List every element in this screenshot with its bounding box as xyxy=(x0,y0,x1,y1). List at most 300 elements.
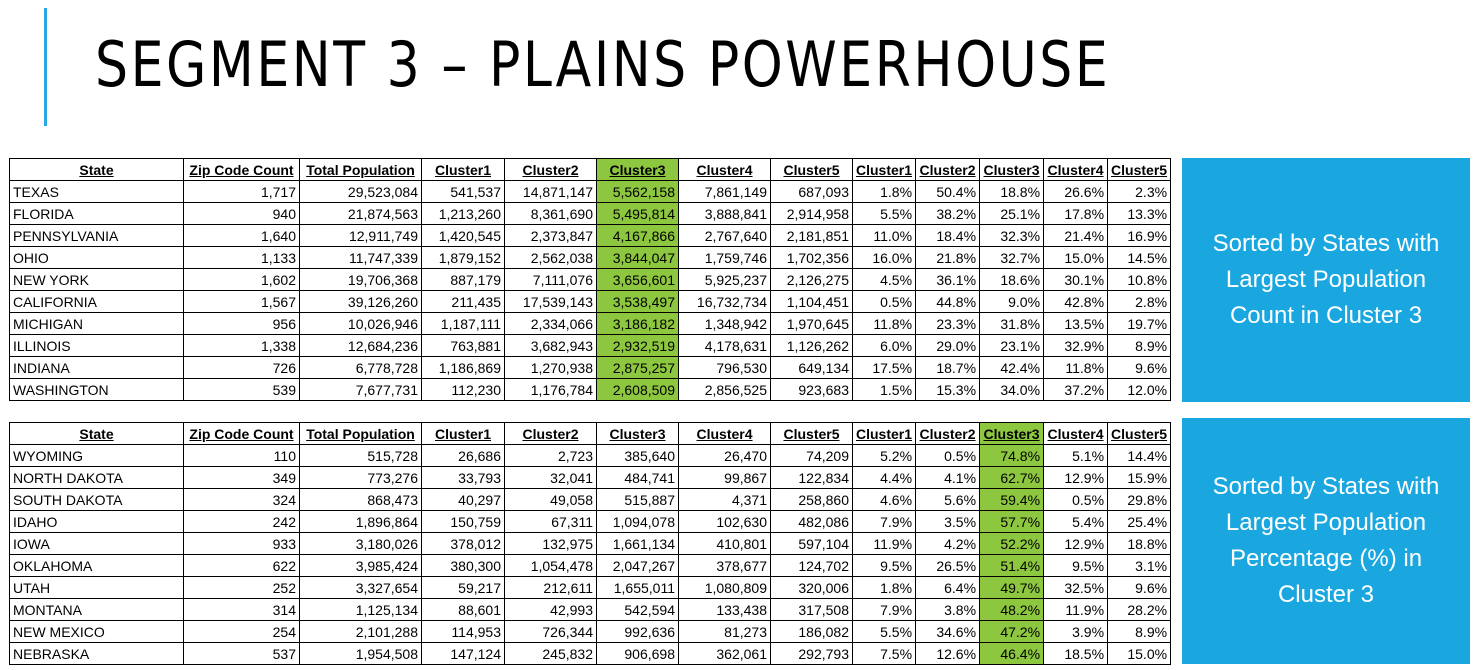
column-header: Total Population xyxy=(300,423,422,445)
value-cell: 8.9% xyxy=(1108,621,1171,643)
value-cell: 42.4% xyxy=(980,357,1044,379)
value-cell: 74,209 xyxy=(771,445,853,467)
value-cell: 17.5% xyxy=(853,357,916,379)
value-cell: 4.1% xyxy=(916,467,980,489)
value-cell: 15.9% xyxy=(1108,467,1171,489)
value-cell: 3.1% xyxy=(1108,555,1171,577)
value-cell: 212,611 xyxy=(505,577,597,599)
value-cell: 47.2% xyxy=(980,621,1044,643)
value-cell: 3,844,047 xyxy=(597,247,679,269)
value-cell: 622 xyxy=(184,555,300,577)
state-cell: UTAH xyxy=(10,577,184,599)
column-header: Cluster1 xyxy=(853,423,916,445)
value-cell: 1,717 xyxy=(184,181,300,203)
value-cell: 50.4% xyxy=(916,181,980,203)
value-cell: 2.3% xyxy=(1108,181,1171,203)
value-cell: 2,856,525 xyxy=(679,379,771,401)
value-cell: 2,101,288 xyxy=(300,621,422,643)
state-cell: NORTH DAKOTA xyxy=(10,467,184,489)
value-cell: 19.7% xyxy=(1108,313,1171,335)
value-cell: 5.1% xyxy=(1044,445,1108,467)
value-cell: 4.5% xyxy=(853,269,916,291)
table-top-by-count xyxy=(9,158,1171,401)
state-cell: IOWA xyxy=(10,533,184,555)
value-cell: 25.4% xyxy=(1108,511,1171,533)
value-cell: 10.8% xyxy=(1108,269,1171,291)
value-cell: 1,338 xyxy=(184,335,300,357)
value-cell: 940 xyxy=(184,203,300,225)
value-cell: 726 xyxy=(184,357,300,379)
value-cell: 597,104 xyxy=(771,533,853,555)
table-row xyxy=(10,357,1171,379)
value-cell: 1,213,260 xyxy=(422,203,505,225)
value-cell: 9.0% xyxy=(980,291,1044,313)
table-row xyxy=(10,335,1171,357)
value-cell: 29.8% xyxy=(1108,489,1171,511)
value-cell: 3,985,424 xyxy=(300,555,422,577)
value-cell: 150,759 xyxy=(422,511,505,533)
table-row xyxy=(10,181,1171,203)
value-cell: 16.0% xyxy=(853,247,916,269)
value-cell: 81,273 xyxy=(679,621,771,643)
value-cell: 11.0% xyxy=(853,225,916,247)
value-cell: 52.2% xyxy=(980,533,1044,555)
column-header: Cluster3 xyxy=(597,159,679,181)
value-cell: 62.7% xyxy=(980,467,1044,489)
value-cell: 1,094,078 xyxy=(597,511,679,533)
value-cell: 17.8% xyxy=(1044,203,1108,225)
value-cell: 14.5% xyxy=(1108,247,1171,269)
value-cell: 21.8% xyxy=(916,247,980,269)
column-header: Cluster1 xyxy=(422,423,505,445)
state-cell: NEW MEXICO xyxy=(10,621,184,643)
value-cell: 211,435 xyxy=(422,291,505,313)
value-cell: 385,640 xyxy=(597,445,679,467)
value-cell: 726,344 xyxy=(505,621,597,643)
column-header: State xyxy=(10,159,184,181)
value-cell: 23.3% xyxy=(916,313,980,335)
value-cell: 773,276 xyxy=(300,467,422,489)
value-cell: 3,656,601 xyxy=(597,269,679,291)
value-cell: 515,728 xyxy=(300,445,422,467)
value-cell: 14.4% xyxy=(1108,445,1171,467)
value-cell: 57.7% xyxy=(980,511,1044,533)
value-cell: 18.8% xyxy=(980,181,1044,203)
value-cell: 539 xyxy=(184,379,300,401)
value-cell: 36.1% xyxy=(916,269,980,291)
value-cell: 649,134 xyxy=(771,357,853,379)
state-cell: NEBRASKA xyxy=(10,643,184,665)
value-cell: 9.5% xyxy=(1044,555,1108,577)
value-cell: 314 xyxy=(184,599,300,621)
value-cell: 7,861,149 xyxy=(679,181,771,203)
value-cell: 4,371 xyxy=(679,489,771,511)
value-cell: 2,608,509 xyxy=(597,379,679,401)
value-cell: 3,538,497 xyxy=(597,291,679,313)
value-cell: 537 xyxy=(184,643,300,665)
value-cell: 34.6% xyxy=(916,621,980,643)
table-row xyxy=(10,555,1171,577)
title-accent-bar xyxy=(44,8,47,126)
state-cell: SOUTH DAKOTA xyxy=(10,489,184,511)
value-cell: 16.9% xyxy=(1108,225,1171,247)
table-row xyxy=(10,247,1171,269)
value-cell: 147,124 xyxy=(422,643,505,665)
value-cell: 1,567 xyxy=(184,291,300,313)
value-cell: 16,732,734 xyxy=(679,291,771,313)
value-cell: 6.0% xyxy=(853,335,916,357)
value-cell: 0.5% xyxy=(853,291,916,313)
value-cell: 4.6% xyxy=(853,489,916,511)
value-cell: 245,832 xyxy=(505,643,597,665)
value-cell: 1,187,111 xyxy=(422,313,505,335)
value-cell: 542,594 xyxy=(597,599,679,621)
table-row xyxy=(10,379,1171,401)
value-cell: 30.1% xyxy=(1044,269,1108,291)
table-row xyxy=(10,577,1171,599)
table-row xyxy=(10,621,1171,643)
value-cell: 1,896,864 xyxy=(300,511,422,533)
value-cell: 7,677,731 xyxy=(300,379,422,401)
value-cell: 26,686 xyxy=(422,445,505,467)
value-cell: 1,054,478 xyxy=(505,555,597,577)
value-cell: 32.5% xyxy=(1044,577,1108,599)
value-cell: 1,420,545 xyxy=(422,225,505,247)
value-cell: 2,932,519 xyxy=(597,335,679,357)
value-cell: 42.8% xyxy=(1044,291,1108,313)
value-cell: 2,373,847 xyxy=(505,225,597,247)
value-cell: 317,508 xyxy=(771,599,853,621)
value-cell: 23.1% xyxy=(980,335,1044,357)
value-cell: 12.6% xyxy=(916,643,980,665)
state-cell: TEXAS xyxy=(10,181,184,203)
column-header: Cluster5 xyxy=(1108,423,1171,445)
info-box-count xyxy=(1182,158,1470,402)
column-header: Cluster2 xyxy=(505,159,597,181)
table-row xyxy=(10,445,1171,467)
value-cell: 2,914,958 xyxy=(771,203,853,225)
value-cell: 1.8% xyxy=(853,181,916,203)
state-cell: OKLAHOMA xyxy=(10,555,184,577)
value-cell: 112,230 xyxy=(422,379,505,401)
value-cell: 1,879,152 xyxy=(422,247,505,269)
value-cell: 32.7% xyxy=(980,247,1044,269)
value-cell: 410,801 xyxy=(679,533,771,555)
table-row xyxy=(10,643,1171,665)
value-cell: 5.6% xyxy=(916,489,980,511)
value-cell: 887,179 xyxy=(422,269,505,291)
column-header: Cluster1 xyxy=(422,159,505,181)
value-cell: 42,993 xyxy=(505,599,597,621)
value-cell: 21.4% xyxy=(1044,225,1108,247)
state-cell: ILLINOIS xyxy=(10,335,184,357)
slide-title: SEGMENT 3 – PLAINS POWERHOUSE xyxy=(95,28,1111,101)
value-cell: 7.9% xyxy=(853,511,916,533)
value-cell: 17,539,143 xyxy=(505,291,597,313)
value-cell: 5,495,814 xyxy=(597,203,679,225)
value-cell: 122,834 xyxy=(771,467,853,489)
value-cell: 1,176,784 xyxy=(505,379,597,401)
value-cell: 2,875,257 xyxy=(597,357,679,379)
value-cell: 5.4% xyxy=(1044,511,1108,533)
value-cell: 10,026,946 xyxy=(300,313,422,335)
value-cell: 13.3% xyxy=(1108,203,1171,225)
value-cell: 2,334,066 xyxy=(505,313,597,335)
value-cell: 0.5% xyxy=(1044,489,1108,511)
value-cell: 515,887 xyxy=(597,489,679,511)
value-cell: 484,741 xyxy=(597,467,679,489)
value-cell: 15.3% xyxy=(916,379,980,401)
value-cell: 1,655,011 xyxy=(597,577,679,599)
value-cell: 11.8% xyxy=(1044,357,1108,379)
value-cell: 362,061 xyxy=(679,643,771,665)
value-cell: 186,082 xyxy=(771,621,853,643)
value-cell: 8,361,690 xyxy=(505,203,597,225)
table-row xyxy=(10,533,1171,555)
value-cell: 40,297 xyxy=(422,489,505,511)
value-cell: 687,093 xyxy=(771,181,853,203)
value-cell: 9.5% xyxy=(853,555,916,577)
value-cell: 14,871,147 xyxy=(505,181,597,203)
value-cell: 18.8% xyxy=(1108,533,1171,555)
value-cell: 252 xyxy=(184,577,300,599)
value-cell: 4,178,631 xyxy=(679,335,771,357)
value-cell: 933 xyxy=(184,533,300,555)
value-cell: 99,867 xyxy=(679,467,771,489)
info-box-percentage xyxy=(1182,418,1470,664)
value-cell: 254 xyxy=(184,621,300,643)
column-header: Cluster4 xyxy=(679,159,771,181)
value-cell: 3.8% xyxy=(916,599,980,621)
value-cell: 1,702,356 xyxy=(771,247,853,269)
info-box-count-text: Sorted by States with Largest Population Count in Cluster 3 xyxy=(1212,230,1440,329)
column-header: Cluster3 xyxy=(980,423,1044,445)
value-cell: 2,723 xyxy=(505,445,597,467)
state-cell: WYOMING xyxy=(10,445,184,467)
table-row xyxy=(10,291,1171,313)
value-cell: 5.2% xyxy=(853,445,916,467)
value-cell: 67,311 xyxy=(505,511,597,533)
value-cell: 19,706,368 xyxy=(300,269,422,291)
value-cell: 906,698 xyxy=(597,643,679,665)
value-cell: 541,537 xyxy=(422,181,505,203)
value-cell: 1,348,942 xyxy=(679,313,771,335)
table-top-by-percentage xyxy=(9,422,1171,665)
table-row xyxy=(10,599,1171,621)
table-row xyxy=(10,269,1171,291)
value-cell: 37.2% xyxy=(1044,379,1108,401)
column-header: Cluster3 xyxy=(980,159,1044,181)
column-header: Cluster2 xyxy=(916,423,980,445)
state-cell: IDAHO xyxy=(10,511,184,533)
value-cell: 258,860 xyxy=(771,489,853,511)
value-cell: 5.5% xyxy=(853,203,916,225)
value-cell: 320,006 xyxy=(771,577,853,599)
value-cell: 18.6% xyxy=(980,269,1044,291)
state-cell: PENNSYLVANIA xyxy=(10,225,184,247)
value-cell: 6,778,728 xyxy=(300,357,422,379)
value-cell: 1.8% xyxy=(853,577,916,599)
value-cell: 324 xyxy=(184,489,300,511)
value-cell: 1,080,809 xyxy=(679,577,771,599)
column-header: Zip Code Count xyxy=(184,159,300,181)
value-cell: 26.6% xyxy=(1044,181,1108,203)
value-cell: 1,970,645 xyxy=(771,313,853,335)
value-cell: 132,975 xyxy=(505,533,597,555)
value-cell: 46.4% xyxy=(980,643,1044,665)
table-header-row xyxy=(10,423,1171,445)
value-cell: 923,683 xyxy=(771,379,853,401)
value-cell: 2,047,267 xyxy=(597,555,679,577)
value-cell: 2.8% xyxy=(1108,291,1171,313)
value-cell: 3,186,182 xyxy=(597,313,679,335)
value-cell: 1,759,746 xyxy=(679,247,771,269)
value-cell: 1,640 xyxy=(184,225,300,247)
value-cell: 32.9% xyxy=(1044,335,1108,357)
value-cell: 5,925,237 xyxy=(679,269,771,291)
column-header: Zip Code Count xyxy=(184,423,300,445)
value-cell: 992,636 xyxy=(597,621,679,643)
value-cell: 11.9% xyxy=(853,533,916,555)
value-cell: 3,180,026 xyxy=(300,533,422,555)
value-cell: 88,601 xyxy=(422,599,505,621)
value-cell: 18.5% xyxy=(1044,643,1108,665)
column-header: Cluster4 xyxy=(1044,423,1108,445)
value-cell: 292,793 xyxy=(771,643,853,665)
value-cell: 1,661,134 xyxy=(597,533,679,555)
value-cell: 3,682,943 xyxy=(505,335,597,357)
value-cell: 1,954,508 xyxy=(300,643,422,665)
table-row xyxy=(10,225,1171,247)
value-cell: 59,217 xyxy=(422,577,505,599)
value-cell: 12.9% xyxy=(1044,533,1108,555)
value-cell: 33,793 xyxy=(422,467,505,489)
value-cell: 29,523,084 xyxy=(300,181,422,203)
column-header: Cluster4 xyxy=(679,423,771,445)
value-cell: 25.1% xyxy=(980,203,1044,225)
value-cell: 5,562,158 xyxy=(597,181,679,203)
value-cell: 12,684,236 xyxy=(300,335,422,357)
value-cell: 15.0% xyxy=(1044,247,1108,269)
value-cell: 763,881 xyxy=(422,335,505,357)
value-cell: 242 xyxy=(184,511,300,533)
table-row xyxy=(10,511,1171,533)
value-cell: 2,767,640 xyxy=(679,225,771,247)
column-header: Cluster5 xyxy=(771,159,853,181)
value-cell: 1,270,938 xyxy=(505,357,597,379)
value-cell: 1,133 xyxy=(184,247,300,269)
value-cell: 2,126,275 xyxy=(771,269,853,291)
value-cell: 11.9% xyxy=(1044,599,1108,621)
value-cell: 26,470 xyxy=(679,445,771,467)
column-header: Cluster5 xyxy=(1108,159,1171,181)
value-cell: 44.8% xyxy=(916,291,980,313)
value-cell: 12.0% xyxy=(1108,379,1171,401)
value-cell: 796,530 xyxy=(679,357,771,379)
value-cell: 18.4% xyxy=(916,225,980,247)
value-cell: 18.7% xyxy=(916,357,980,379)
table-row xyxy=(10,467,1171,489)
state-cell: MICHIGAN xyxy=(10,313,184,335)
value-cell: 3.5% xyxy=(916,511,980,533)
table-row xyxy=(10,489,1171,511)
state-cell: CALIFORNIA xyxy=(10,291,184,313)
column-header: State xyxy=(10,423,184,445)
value-cell: 21,874,563 xyxy=(300,203,422,225)
value-cell: 39,126,260 xyxy=(300,291,422,313)
value-cell: 378,012 xyxy=(422,533,505,555)
column-header: Cluster1 xyxy=(853,159,916,181)
value-cell: 4,167,866 xyxy=(597,225,679,247)
value-cell: 34.0% xyxy=(980,379,1044,401)
value-cell: 482,086 xyxy=(771,511,853,533)
value-cell: 38.2% xyxy=(916,203,980,225)
value-cell: 4.4% xyxy=(853,467,916,489)
table-header-row xyxy=(10,159,1171,181)
value-cell: 29.0% xyxy=(916,335,980,357)
value-cell: 12,911,749 xyxy=(300,225,422,247)
value-cell: 28.2% xyxy=(1108,599,1171,621)
value-cell: 2,562,038 xyxy=(505,247,597,269)
value-cell: 956 xyxy=(184,313,300,335)
value-cell: 1,602 xyxy=(184,269,300,291)
value-cell: 9.6% xyxy=(1108,357,1171,379)
state-cell: FLORIDA xyxy=(10,203,184,225)
table-row xyxy=(10,203,1171,225)
value-cell: 1,104,451 xyxy=(771,291,853,313)
value-cell: 26.5% xyxy=(916,555,980,577)
column-header: Cluster4 xyxy=(1044,159,1108,181)
value-cell: 12.9% xyxy=(1044,467,1108,489)
value-cell: 59.4% xyxy=(980,489,1044,511)
value-cell: 32.3% xyxy=(980,225,1044,247)
value-cell: 15.0% xyxy=(1108,643,1171,665)
value-cell: 13.5% xyxy=(1044,313,1108,335)
value-cell: 4.2% xyxy=(916,533,980,555)
value-cell: 102,630 xyxy=(679,511,771,533)
value-cell: 49,058 xyxy=(505,489,597,511)
value-cell: 32,041 xyxy=(505,467,597,489)
value-cell: 6.4% xyxy=(916,577,980,599)
value-cell: 0.5% xyxy=(916,445,980,467)
column-header: Cluster3 xyxy=(597,423,679,445)
table-row xyxy=(10,313,1171,335)
value-cell: 11.8% xyxy=(853,313,916,335)
column-header: Cluster2 xyxy=(916,159,980,181)
value-cell: 133,438 xyxy=(679,599,771,621)
value-cell: 349 xyxy=(184,467,300,489)
value-cell: 378,677 xyxy=(679,555,771,577)
column-header: Total Population xyxy=(300,159,422,181)
value-cell: 8.9% xyxy=(1108,335,1171,357)
value-cell: 3.9% xyxy=(1044,621,1108,643)
state-cell: NEW YORK xyxy=(10,269,184,291)
value-cell: 124,702 xyxy=(771,555,853,577)
value-cell: 7.5% xyxy=(853,643,916,665)
value-cell: 3,888,841 xyxy=(679,203,771,225)
value-cell: 1.5% xyxy=(853,379,916,401)
value-cell: 48.2% xyxy=(980,599,1044,621)
value-cell: 7,111,076 xyxy=(505,269,597,291)
value-cell: 114,953 xyxy=(422,621,505,643)
value-cell: 868,473 xyxy=(300,489,422,511)
state-cell: INDIANA xyxy=(10,357,184,379)
state-cell: OHIO xyxy=(10,247,184,269)
value-cell: 9.6% xyxy=(1108,577,1171,599)
value-cell: 1,186,869 xyxy=(422,357,505,379)
value-cell: 74.8% xyxy=(980,445,1044,467)
info-box-percentage-text: Sorted by States with Largest Population Percentage (%) in Cluster 3 xyxy=(1212,473,1440,608)
